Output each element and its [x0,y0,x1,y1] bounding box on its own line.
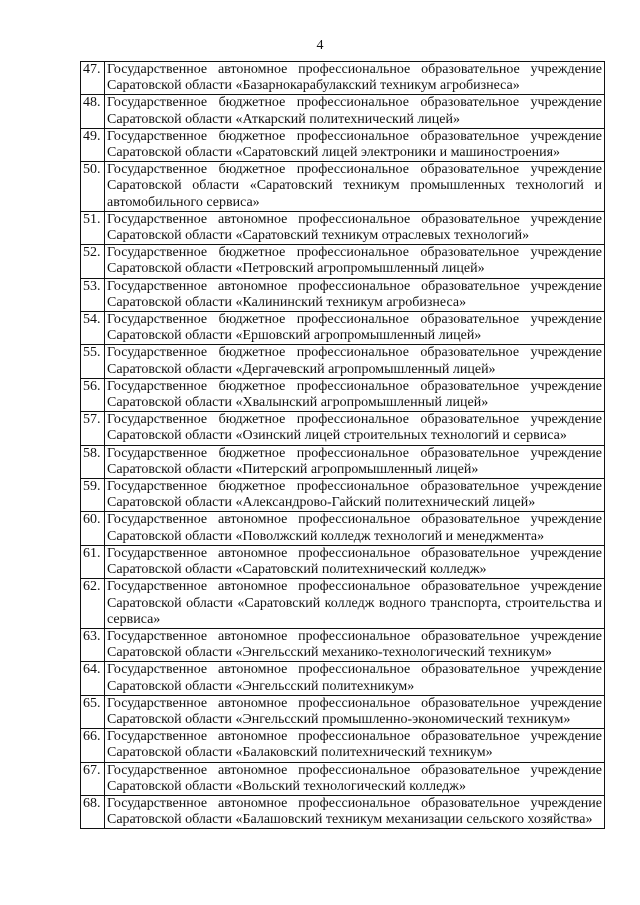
institution-name [105,162,605,212]
table-row [81,128,605,161]
table-row [81,695,605,728]
row-number: 59. [81,479,105,512]
table-row [81,445,605,478]
institution-name [105,545,605,578]
table-row [81,795,605,828]
institution-name [105,795,605,828]
institution-title: Саратовской области «Питерский агропромышленный лицей» [107,461,479,477]
page-number: 4 [316,38,324,53]
institution-name [105,211,605,244]
institution-name [105,445,605,478]
institution-title: Саратовской области «Балашовский техникум механизации сельского хозяйства» [107,812,593,828]
table-row [81,378,605,411]
institution-name [105,128,605,161]
institution-type: Государственное автономное профессиональное образовательное учреждение [107,795,602,811]
table-row [81,312,605,345]
table-row [81,345,605,378]
table-row [81,62,605,95]
row-number: 61. [81,545,105,578]
row-number: 64. [81,662,105,695]
row-number: 60. [81,512,105,545]
table-row [81,628,605,661]
row-number: 67. [81,762,105,795]
row-number: 49. [81,128,105,161]
institution-name [105,628,605,661]
institution-type: Государственное бюджетное профессиональное образовательное учреждение [107,128,602,144]
row-number: 62. [81,579,105,629]
institution-title: Саратовской области «Хвалынский агропромышленный лицей» [107,395,489,411]
table-row [81,545,605,578]
institution-title: Саратовской области «Александрово-Гайский политехнический лицей» [107,495,536,511]
row-number: 47. [81,62,105,95]
institution-name [105,345,605,378]
institution-type: Государственное автономное профессиональное образовательное учреждение [107,662,602,678]
row-number: 58. [81,445,105,478]
institution-title: Саратовской области «Дергачевский агропромышленный лицей» [107,361,496,377]
institution-name [105,412,605,445]
table-row [81,729,605,762]
table-row [81,412,605,445]
row-number: 50. [81,162,105,212]
institution-title: Саратовской области «Калининский техникум агробизнеса» [107,294,467,310]
institution-type: Государственное бюджетное профессиональное образовательное учреждение [107,412,602,428]
institution-title: Саратовской области «Саратовский колледж водного транспорта, строительства и сервиса» [107,595,602,627]
table-row [81,211,605,244]
institution-type: Государственное автономное профессиональное образовательное учреждение [107,545,602,561]
row-number: 54. [81,312,105,345]
institution-name [105,378,605,411]
institutions-table [80,61,605,829]
institution-title: Саратовской области «Вольский технологический колледж» [107,778,466,794]
table-row [81,579,605,629]
institution-type: Государственное автономное профессиональное образовательное учреждение [107,512,602,528]
row-number: 53. [81,278,105,311]
institution-name [105,762,605,795]
table-row [81,479,605,512]
institution-type: Государственное бюджетное профессиональное образовательное учреждение [107,445,602,461]
institution-type: Государственное бюджетное профессиональное образовательное учреждение [107,312,602,328]
table-row [81,512,605,545]
table-row [81,95,605,128]
institution-name [105,729,605,762]
institution-name [105,512,605,545]
institution-type: Государственное бюджетное профессиональное образовательное учреждение [107,378,602,394]
row-number: 51. [81,211,105,244]
institution-title: Саратовской области «Поволжский колледж технологий и менеджмента» [107,528,545,544]
institution-type: Государственное автономное профессиональное образовательное учреждение [107,278,602,294]
row-number: 48. [81,95,105,128]
institution-type: Государственное автономное профессиональное образовательное учреждение [107,62,602,77]
row-number: 57. [81,412,105,445]
institution-name [105,312,605,345]
table-row [81,245,605,278]
institution-name [105,95,605,128]
institution-title: Саратовской области «Озинский лицей строительных технологий и сервиса» [107,428,567,444]
row-number: 65. [81,695,105,728]
institution-name [105,479,605,512]
institution-type: Государственное автономное профессиональное образовательное учреждение [107,579,602,595]
institution-type: Государственное автономное профессиональное образовательное учреждение [107,762,602,778]
institution-name [105,662,605,695]
institution-type: Государственное бюджетное профессиональное образовательное учреждение [107,345,602,361]
institution-title: Саратовской области «Аткарский политехнический лицей» [107,111,460,127]
table-row [81,162,605,212]
row-number: 55. [81,345,105,378]
institution-title: Саратовской области «Энгельсский политехникум» [107,678,415,694]
row-number: 66. [81,729,105,762]
table-row [81,762,605,795]
institution-type: Государственное бюджетное профессиональное образовательное учреждение [107,95,602,111]
institution-type: Государственное автономное профессиональное образовательное учреждение [107,628,602,644]
institution-title: Саратовской области «Саратовский лицей электроники и машиностроения» [107,145,561,161]
institution-title: Саратовской области «Петровский агропромышленный лицей» [107,261,485,277]
institution-title: Саратовской области «Саратовский техникум промышленных технологий и автомобильного сервиса» [107,178,602,210]
institution-name [105,245,605,278]
institution-title: Саратовской области «Базарнокарабулакский техникум агробизнеса» [107,78,520,94]
institution-title: Саратовской области «Энгельсский механико-технологический техникум» [107,645,552,661]
row-number: 63. [81,628,105,661]
table-row [81,662,605,695]
institution-title: Саратовской области «Саратовский техникум отраслевых технологий» [107,228,530,244]
institution-type: Государственное бюджетное профессиональное образовательное учреждение [107,245,602,261]
institution-name [105,579,605,629]
institutions-table-body [81,62,605,829]
institution-type: Государственное бюджетное профессиональное образовательное учреждение [107,479,602,495]
institution-type: Государственное автономное профессиональное образовательное учреждение [107,211,602,227]
institution-title: Саратовской области «Балаковский политехнический техникум» [107,745,493,761]
institution-title: Саратовской области «Ершовский агропромышленный лицей» [107,328,482,344]
institution-name [105,278,605,311]
row-number: 52. [81,245,105,278]
institution-type: Государственное автономное профессиональное образовательное учреждение [107,729,602,745]
institution-name [105,695,605,728]
table-row [81,278,605,311]
institution-type: Государственное бюджетное профессиональное образовательное учреждение [107,162,602,178]
institution-title: Саратовской области «Энгельсский промышленно-экономический техникум» [107,711,571,727]
institution-name [105,62,605,95]
institution-title: Саратовской области «Саратовский политехнический колледж» [107,562,487,578]
row-number: 68. [81,795,105,828]
row-number: 56. [81,378,105,411]
institution-type: Государственное автономное профессиональное образовательное учреждение [107,695,602,711]
